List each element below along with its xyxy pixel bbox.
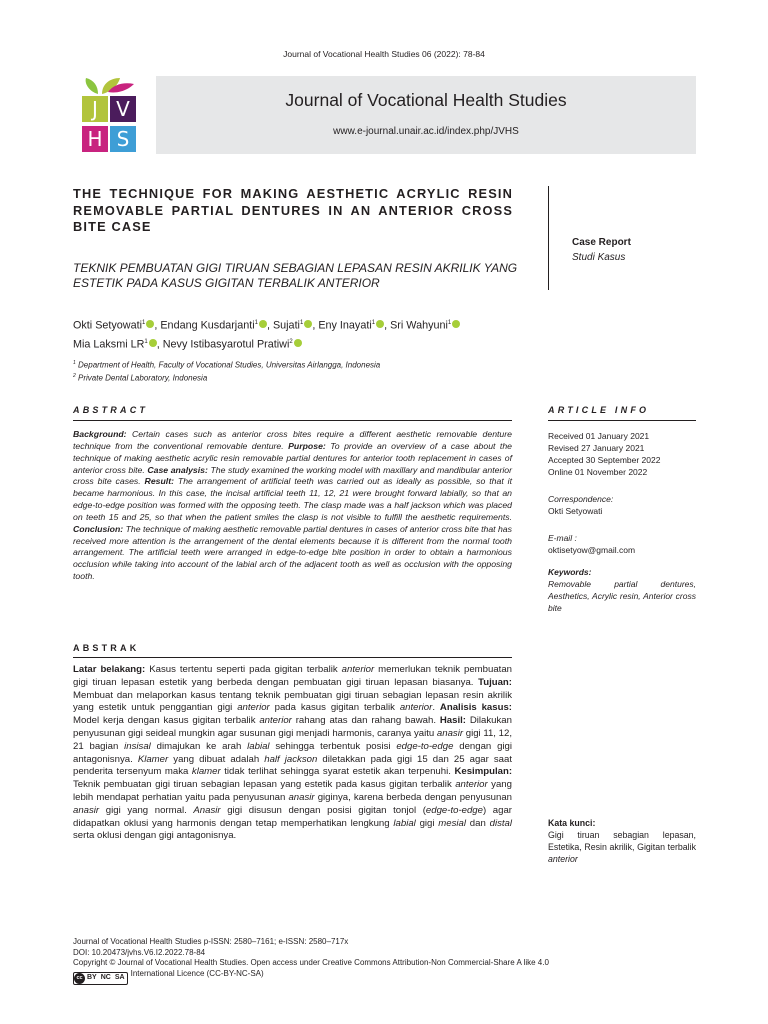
footer-copyright: Copyright © Journal of Vocational Health Studies. Open access under Creative Commons Attribution-Non Commercial-Share A like 4.0 <box>73 958 549 967</box>
abstrak-text: dengan gigi antagonisnya. <box>73 740 512 765</box>
date-revised: Revised 27 January 2021 <box>548 443 645 453</box>
author-affiliation-number: 2 <box>289 339 293 346</box>
abstrak-text: dimajukan ke arah <box>150 740 248 752</box>
abstrak-text: giginya, karena berbeda dengan penyusunan <box>314 791 513 803</box>
abstrak-italic: anasir <box>73 804 100 816</box>
kata-kunci-text <box>548 829 696 865</box>
footer-doi[interactable]: DOI: 10.20473/jvhs.V6.I2.2022.78-84 <box>73 947 206 957</box>
orcid-icon[interactable] <box>146 320 154 328</box>
abstrak-italic: labial <box>393 817 416 829</box>
cc-badge-nc: NC <box>100 973 111 981</box>
orcid-icon[interactable] <box>294 339 302 347</box>
kata-kunci-block <box>548 817 696 865</box>
abstract-heading: ABSTRACT <box>73 405 149 415</box>
author-affiliation-number: 1 <box>144 339 148 346</box>
abstrak-text: gigi 11, 12, 21 bagian <box>73 727 512 752</box>
abstract-case-text: The study examined the working model with maxillary and mandibular anterior cross bite cases. <box>73 464 513 487</box>
logo-letter-j: J <box>82 96 108 122</box>
abstrak-italic: labial <box>247 740 270 752</box>
abstrak-italic: half jackson <box>264 753 318 765</box>
abstract-background-label: Background: <box>73 429 127 439</box>
kata-kunci-label: Kata kunci: <box>548 818 596 828</box>
cc-license-badge-icon[interactable] <box>73 972 128 985</box>
affiliation-item <box>73 358 533 371</box>
abstract-conclusion-label: Conclusion: <box>73 523 124 534</box>
abstrak-text: rahang atas dan rahang bawah. <box>291 715 440 727</box>
abstrak-label: Analisis kasus: <box>439 702 512 714</box>
abstrak-text: Membuat dan melaporkan kasus tentang teknik pembuatan gigi tiruan sebagian lepasan resin akrilik yang estetik untuk penggantian gigi <box>73 689 512 714</box>
author-affiliation-number: 1 <box>142 320 146 326</box>
abstrak-text: serta oklusi dengan gigi antagonisnya. <box>73 830 237 842</box>
jvhs-logo <box>80 74 138 158</box>
article-dates <box>548 430 696 478</box>
article-title-english: THE TECHNIQUE FOR MAKING AESTHETIC ACRYLIC RESIN REMOVABLE PARTIAL DENTURES IN AN ANTERIOR CROSS BITE CASE <box>73 186 513 234</box>
keywords-block <box>548 566 696 614</box>
author-list: Okti Setyowati$^1$ , Endang Kusdarjanti$^1$ , Sujati$^1$ , Eny Inayati$^1$ , Sri Wahyuni$^1$ Mia Laksmi $LR^1$ , Nevy Istibasyarotul Pratiwi$^2$ <box>73 315 533 353</box>
abstrak-label: Hasil: <box>439 715 466 727</box>
cc-badge-cc: cc <box>74 973 85 984</box>
abstrak-text: Teknik pembuatan gigi tiruan sebagian lepasan yang estetik pada kasus gigitan terbalik <box>73 779 456 791</box>
abstrak-text: sehingga terbentuk posisi <box>269 740 397 752</box>
logo-letter-v: V <box>110 96 136 122</box>
abstrak-text: Kasus tertentu seperti pada gigitan terbalik <box>145 664 342 675</box>
correspondence-name: Okti Setyowati <box>548 506 603 516</box>
keywords-label: Keywords: <box>548 567 592 577</box>
logo-leaves-icon <box>80 74 138 96</box>
author-name[interactable]: Okti Setyowati <box>73 319 143 332</box>
abstrak-italic: edge-to-edge <box>425 804 483 816</box>
correspondence-label: Correspondence: <box>548 494 614 504</box>
abstrak-italic: distal <box>489 817 513 829</box>
affiliation-text: Private Dental Laboratory, Indonesia <box>78 373 208 383</box>
email-link[interactable]: oktisetyow@gmail.com <box>548 545 636 555</box>
footer-licence[interactable]: International Licence (CC-BY-NC-SA) <box>130 968 264 978</box>
abstract-purpose-label: Purpose: <box>288 440 326 451</box>
article-info-rule <box>548 420 696 421</box>
author-name[interactable]: Sri Wahyuni <box>390 319 448 332</box>
abstrak-rule <box>73 657 512 658</box>
orcid-icon[interactable] <box>376 320 384 328</box>
abstract-conclusion-text: The technique of making aesthetic removable partial dentures in cases of anterior cross bite that has received more attention is the arrangement of the dental elements because it is different from the normal tooth arrangement. The artificial teeth were arranged in edge-to-edge bite position in order to obtain a harmonious occlusion while taking into account of the labial arch of the adjacent tooth as well as occlusion with the opposing tooth. <box>73 523 512 582</box>
author-affiliation-number: 1 <box>371 320 376 326</box>
abstrak-heading: ABSTRAK <box>73 643 140 653</box>
journal-title: Journal of Vocational Health Studies <box>285 90 567 110</box>
abstract-english <box>73 429 512 583</box>
abstrak-text: Model kerja dengan kasus gigitan terbalik <box>73 715 260 727</box>
orcid-icon[interactable] <box>259 320 267 328</box>
affiliations <box>73 358 533 383</box>
abstrak-italic: anterior <box>259 715 292 727</box>
footer-issn: Journal of Vocational Health Studies p-ISSN: 2580–7161; e-ISSN: 2580–717x <box>73 937 349 946</box>
header-band <box>156 76 696 154</box>
date-received: Received 01 January 2021 <box>548 431 650 441</box>
abstrak-text: Dilakukan penyusunan gigi seideal mungkin agar susunan gigi menjadi harmonis, caranya yaitu <box>73 715 512 739</box>
abstrak-italic: edge-to-edge <box>396 740 454 752</box>
abstrak-text: pada kasus gigitan terbalik <box>269 702 400 714</box>
abstrak-italic: anasir <box>288 791 315 803</box>
affiliation-item <box>73 371 533 384</box>
abstract-background-text: Certain cases such as anterior cross bites require a different aesthetic removable denture technique from the conventional removable denture. <box>73 429 512 451</box>
abstrak-text: gigi yang normal. <box>99 804 194 816</box>
abstrak-text: yang dibuat adalah <box>168 753 265 765</box>
kata-kunci-italic: anterior <box>548 854 578 864</box>
footer-licence-line <box>73 969 703 985</box>
abstrak-text: . <box>432 702 440 714</box>
journal-citation: Journal of Vocational Health Studies 06 (2022): 78-84 <box>283 49 485 59</box>
author-affiliation-number: 1 <box>447 320 452 326</box>
author-name[interactable]: Sujati <box>272 319 300 332</box>
abstrak-text: gigi disusun dengan posisi gigitan tonjol ( <box>220 804 426 816</box>
abstrak-italic: Anasir <box>193 804 221 816</box>
title-divider <box>548 186 549 290</box>
logo-letter-s: S <box>110 126 136 152</box>
date-online: Online 01 November 2022 <box>548 467 648 477</box>
abstract-result-text: The arrangement of artificial teeth was carried out as ideally as possible, so that it became harmonious. In this case, the incisal artificial teeth 11, 12, 21 were brought forward labially, so that an edge-to-edge position was formed with the opposing teeth. The clasp made was a half jackson which was placed on teeth 15 and 25, so that when the patient smiles the clasp is not visible to fulfill the aesthetic requirements. <box>73 476 512 522</box>
abstrak-italic: anterior <box>399 702 433 714</box>
abstrak-label: Tujuan: <box>478 676 512 688</box>
article-type: Case Report <box>572 237 631 248</box>
email-label: E-mail : <box>548 533 577 543</box>
cc-badge-sa: SA <box>114 973 125 981</box>
abstrak-text: diletakkan pada gigi 15 dan 25 agar saat penderita tersenyum maka <box>73 753 513 778</box>
abstrak-label: Kesimpulan: <box>454 766 513 778</box>
date-accepted: Accepted 30 September 2022 <box>548 455 661 465</box>
abstract-case-label: Case analysis: <box>147 464 208 475</box>
journal-url-link[interactable]: www.e-journal.unair.ac.id/index.php/JVHS <box>333 126 519 137</box>
abstrak-text: gigi <box>415 817 439 829</box>
author-name[interactable]: Mia Laksmi LR <box>73 338 145 351</box>
affiliation-text: Department of Health, Faculty of Vocational Studies, Universitas Airlangga, Indonesia <box>78 360 381 370</box>
author-name[interactable]: Nevy Istibasyarotul Pratiwi <box>162 338 290 351</box>
abstract-purpose-text: To provide an overview of a case about the technique of making aesthetic acrylic resin removable partial dentures for anterior tooth replacement in cases of anterior cross bite. <box>73 440 512 475</box>
abstrak-text: ) agar didapatkan oklusi yang harmonis dengan tetap memperhatikan lengkung <box>73 804 513 829</box>
abstract-rule <box>73 420 512 421</box>
article-title-indonesian: TEKNIK PEMBUATAN GIGI TIRUAN SEBAGIAN LEPASAN RESIN AKRILIK YANG ESTETIK PADA KASUS GIGITAN TERBALIK ANTERIOR <box>73 261 518 290</box>
author-name[interactable]: Eny Inayati <box>318 319 372 332</box>
abstrak-italic: anterior <box>455 779 488 791</box>
cc-badge-by: BY <box>87 973 97 981</box>
correspondence-block <box>548 493 696 517</box>
author-affiliation-number: 1 <box>254 320 258 326</box>
abstract-result-label: Result: <box>144 476 174 487</box>
abstrak-text: dan <box>466 817 490 829</box>
abstrak-italic: klamer <box>191 766 221 778</box>
abstrak-text: tidak terlihat sehingga syarat estetik akan terpenuhi. <box>220 766 455 778</box>
affiliation-number: 2 <box>73 372 76 379</box>
keywords-text: Removable partial dentures, Aesthetics, Acrylic resin, Anterior cross bite <box>548 579 696 613</box>
kata-kunci-words: Gigi tiruan sebagian lepasan, Estetika, Resin akrilik, Gigitan terbalik <box>548 830 696 852</box>
page-footer <box>73 937 703 985</box>
email-block <box>548 532 696 556</box>
article-type-indonesian: Studi Kasus <box>572 252 626 263</box>
logo-letter-h: H <box>82 126 108 152</box>
abstrak-label: Latar belakang: <box>73 664 146 675</box>
abstrak-italic: anasir <box>436 727 464 739</box>
affiliation-number: 1 <box>73 360 76 366</box>
abstrak-italic: anterior <box>237 702 270 714</box>
abstrak-indonesian <box>73 664 512 843</box>
orcid-icon[interactable] <box>452 320 460 328</box>
abstrak-text: memerlukan teknik pembuatan gigi tiruan lepasan estetik yang berbeda dengan pembuatan gigi tiruan lepasan biasanya. <box>73 664 512 688</box>
abstrak-italic: mesial <box>438 817 467 829</box>
abstrak-italic: Klamer <box>137 753 169 765</box>
abstrak-italic: anterior <box>341 664 375 675</box>
orcid-icon[interactable] <box>304 320 312 328</box>
article-info-heading: ARTICLE INFO <box>548 405 650 415</box>
author-name[interactable]: Endang Kusdarjanti <box>160 319 255 332</box>
author-affiliation-number: 1 <box>299 320 304 326</box>
abstrak-text: yang lebih mendapat perhatian yaitu pada penyusunan <box>73 779 512 803</box>
orcid-icon[interactable] <box>149 339 157 347</box>
abstrak-italic: insisal <box>124 740 151 752</box>
